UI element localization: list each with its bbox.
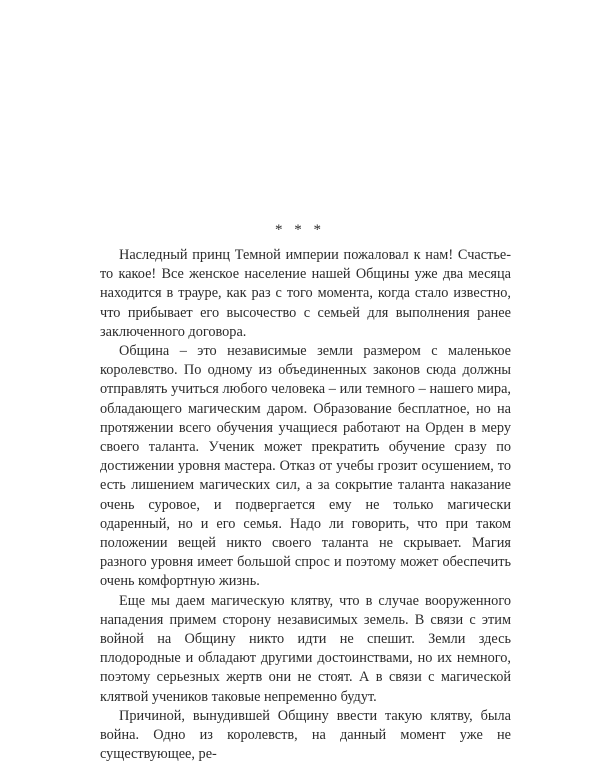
paragraph-4: Причиной, вынудившей Общину ввести такую клятву, была война. Одно из королевств, на данный момент уже не существующее, ре- xyxy=(100,707,511,763)
body-text xyxy=(100,246,511,764)
paragraph-1: Наследный принц Темной империи пожаловал к нам! Счастье-то какое! Все женское население нашей Общины уже два месяца находится в трауре, как раз с того момента, когда стало известно, что прибывает его высочество с семьей для выполнения ранее заключенного договора. xyxy=(100,247,511,340)
paragraph-3: Еще мы даем магическую клятву, что в случае вооруженного нападения примем сторону независимых земель. В связи с этим войной на Общину никто идти не спешит. Земли здесь плодородные и обладают другими достоинствами, но их немного, поэтому серьезных жертв они не стоят. А в связи с магической клятвой учеников таковые непременно будут. xyxy=(100,592,511,705)
paragraph-2: Община – это независимые земли размером с маленькое королевство. По одному из объединенных законов сюда должны отправлять учиться любого человека – или темного – нашего мира, обладающего магическим даром. Образование бесплатное, но на протяжении всего обучения учащиеся работают на Орден в меру своего таланта. Ученик может прекратить обучение сразу по достижении уровня мастера. Отказ от учебы грозит осушением, то есть лишением магических сил, а за сокрытие таланта наказание очень суровое, и подвергается ему не только магически одаренный, но и его семья. Надо ли говорить, что при таком положении вещей никто своего таланта не скрывает. Магия разного уровня имеет большой спрос и поэтому может обеспечить очень комфортную жизнь. xyxy=(100,343,511,590)
section-separator: * * * xyxy=(275,222,325,238)
